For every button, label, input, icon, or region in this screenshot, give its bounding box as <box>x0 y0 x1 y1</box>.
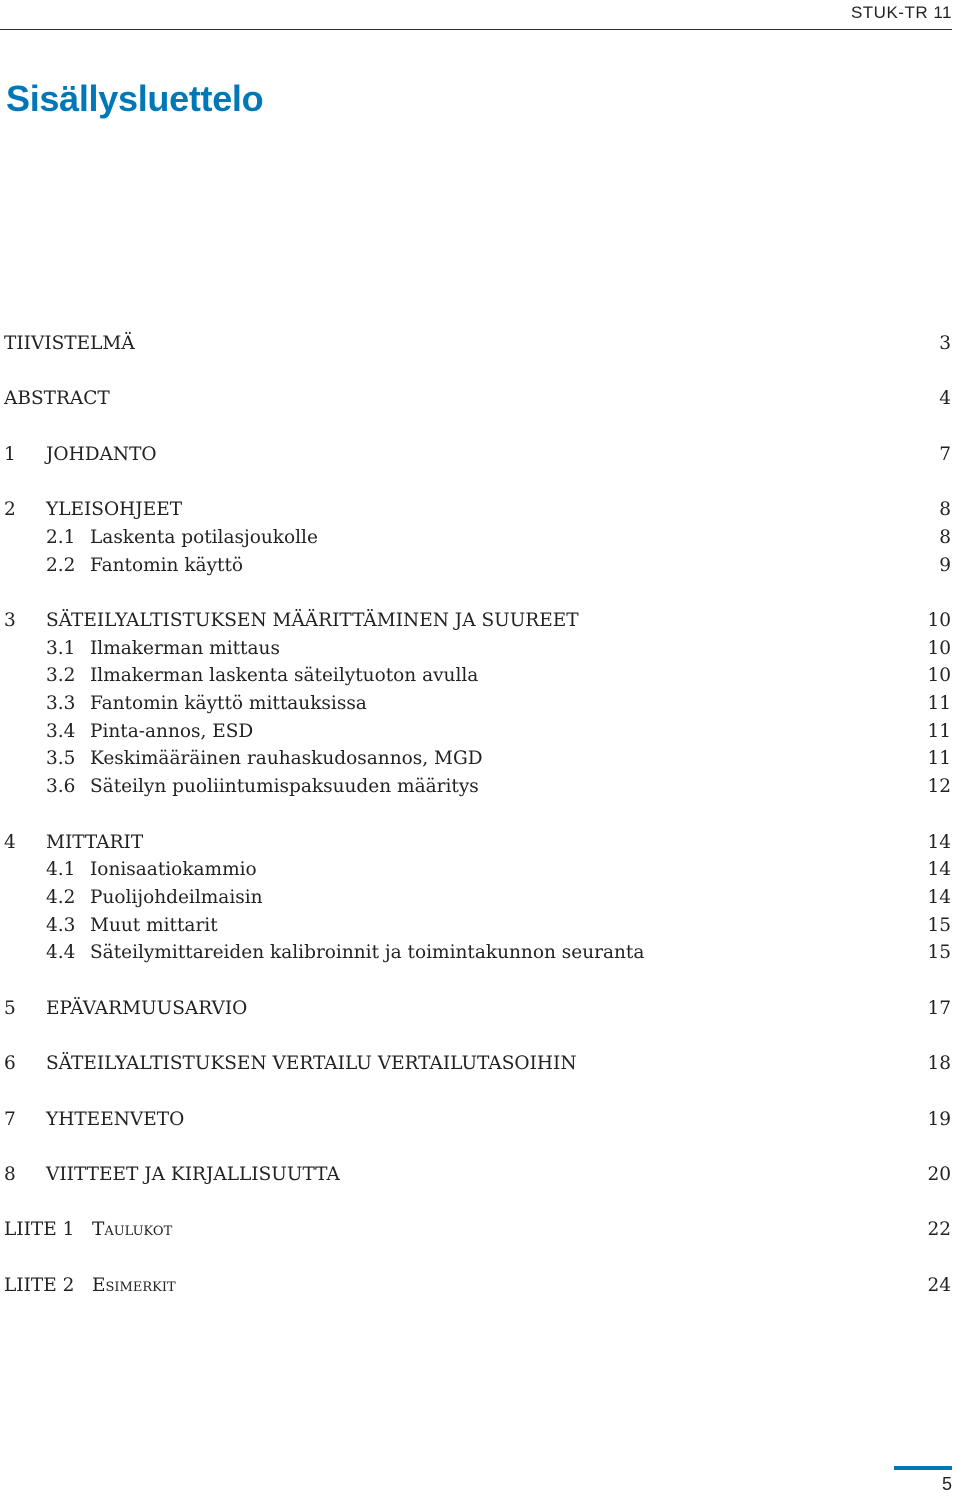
toc-number: 3.2 <box>46 665 76 687</box>
toc-row[interactable] <box>4 856 951 884</box>
toc-number: 6 <box>4 1053 16 1075</box>
toc-label: Esimerkit <box>92 1274 176 1296</box>
toc-number: 4.4 <box>46 942 76 964</box>
toc-chapter-1 <box>4 441 951 469</box>
toc-page: 15 <box>927 942 951 964</box>
toc-chapter-3 <box>4 607 951 801</box>
toc-row[interactable] <box>4 1161 951 1189</box>
toc-page: 20 <box>927 1163 951 1185</box>
toc-label: Laskenta potilasjoukolle <box>90 526 318 548</box>
toc-label: SÄTEILYALTISTUKSEN MÄÄRITTÄMINEN JA SUUREET <box>46 609 579 631</box>
toc-number: 2.1 <box>46 526 76 548</box>
toc-page: 17 <box>927 997 951 1019</box>
toc-number: 8 <box>4 1163 16 1185</box>
toc-number: 4.2 <box>46 886 76 908</box>
table-of-contents <box>4 330 951 1327</box>
toc-chapter-7 <box>4 1106 951 1134</box>
toc-row[interactable] <box>4 552 951 580</box>
toc-number: 3.1 <box>46 637 76 659</box>
toc-page: 14 <box>927 859 951 881</box>
toc-label: Keskimääräinen rauhaskudosannos, MGD <box>90 748 483 770</box>
toc-label: Muut mittarit <box>90 914 218 936</box>
toc-page: 18 <box>927 1053 951 1075</box>
toc-appendix-1 <box>4 1216 951 1244</box>
toc-page: 10 <box>927 665 951 687</box>
toc-row[interactable] <box>4 912 951 940</box>
toc-label: Ilmakerman mittaus <box>90 637 280 659</box>
toc-front-tiivistelma <box>4 330 951 358</box>
toc-page: 3 <box>939 333 951 354</box>
footer-rule <box>894 1466 952 1470</box>
toc-label: Säteilyn puoliintumispaksuuden määritys <box>90 776 479 798</box>
appendix-label: LIITE 2 <box>4 1274 75 1296</box>
report-code: STUK-TR 11 <box>850 3 952 22</box>
toc-label: VIITTEET JA KIRJALLISUUTTA <box>46 1163 340 1185</box>
toc-row[interactable] <box>4 690 951 718</box>
toc-label: Fantomin käyttö mittauksissa <box>90 693 367 715</box>
toc-row[interactable] <box>4 773 951 801</box>
toc-label: YHTEENVETO <box>46 1108 185 1130</box>
toc-label: Taulukot <box>92 1219 173 1241</box>
toc-label: Ilmakerman laskenta säteilytuoton avulla <box>90 665 479 687</box>
toc-row[interactable] <box>4 1216 951 1244</box>
toc-label: MITTARIT <box>46 831 144 853</box>
toc-page: 14 <box>927 831 951 853</box>
toc-number: 3.3 <box>46 693 76 715</box>
toc-label: Pinta-annos, ESD <box>90 720 254 742</box>
toc-page: 12 <box>927 776 951 798</box>
toc-row[interactable] <box>4 496 951 524</box>
toc-page: 8 <box>939 526 951 548</box>
toc-number: 3.5 <box>46 748 76 770</box>
toc-row[interactable] <box>4 441 951 469</box>
toc-row[interactable] <box>4 635 951 663</box>
toc-label: ABSTRACT <box>4 388 110 410</box>
toc-page: 10 <box>927 637 951 659</box>
page-number: 5 <box>941 1474 952 1494</box>
toc-row[interactable] <box>4 939 951 967</box>
toc-label: EPÄVARMUUSARVIO <box>46 997 248 1019</box>
toc-label: Fantomin käyttö <box>90 554 244 576</box>
toc-row[interactable] <box>4 884 951 912</box>
appendix-label: LIITE 1 <box>4 1219 75 1241</box>
toc-number: 2 <box>4 499 16 521</box>
toc-label: YLEISOHJEET <box>46 499 183 521</box>
toc-row[interactable] <box>4 662 951 690</box>
toc-label: SÄTEILYALTISTUKSEN VERTAILU VERTAILUTASOIHIN <box>46 1053 577 1075</box>
toc-row[interactable] <box>4 829 951 857</box>
toc-number: 4.3 <box>46 914 76 936</box>
toc-row[interactable] <box>4 385 951 413</box>
toc-number: 3.6 <box>46 776 76 798</box>
toc-row[interactable] <box>4 330 951 358</box>
toc-page: 15 <box>927 914 951 936</box>
toc-page: 11 <box>927 748 951 770</box>
toc-page: 22 <box>927 1219 951 1241</box>
toc-number: 7 <box>4 1108 16 1130</box>
toc-page: 14 <box>927 886 951 908</box>
toc-label: Säteilymittareiden kalibroinnit ja toimintakunnon seuranta <box>90 942 645 964</box>
toc-chapter-8 <box>4 1161 951 1189</box>
toc-page: 9 <box>939 554 951 576</box>
toc-label: JOHDANTO <box>46 443 157 465</box>
toc-chapter-5 <box>4 995 951 1023</box>
toc-page: 10 <box>927 609 951 631</box>
toc-number: 4 <box>4 831 16 853</box>
page-title: Sisällysluettelo <box>6 78 264 119</box>
toc-number: 2.2 <box>46 554 76 576</box>
header-rule <box>0 29 952 30</box>
toc-label: Ionisaatiokammio <box>90 859 257 881</box>
toc-front-abstract <box>4 385 951 413</box>
toc-page: 24 <box>927 1274 951 1296</box>
toc-label: Puolijohdeilmaisin <box>90 886 263 908</box>
toc-page: 19 <box>927 1108 951 1130</box>
toc-number: 1 <box>4 443 16 465</box>
toc-chapter-2 <box>4 496 951 579</box>
toc-row[interactable] <box>4 1050 951 1078</box>
toc-number: 4.1 <box>46 859 76 881</box>
toc-page: 11 <box>927 693 951 715</box>
toc-number: 3 <box>4 609 16 631</box>
toc-page: 4 <box>939 388 951 410</box>
toc-row[interactable] <box>4 607 951 635</box>
toc-page: 7 <box>939 443 951 465</box>
toc-row[interactable] <box>4 995 951 1023</box>
toc-page: 11 <box>927 720 951 742</box>
toc-row[interactable] <box>4 745 951 773</box>
toc-row[interactable] <box>4 718 951 746</box>
toc-row[interactable] <box>4 524 951 552</box>
toc-appendix-2 <box>4 1272 951 1300</box>
toc-page: 8 <box>939 499 951 521</box>
toc-chapter-6 <box>4 1050 951 1078</box>
toc-row[interactable] <box>4 1272 951 1300</box>
toc-number: 3.4 <box>46 720 76 742</box>
toc-number: 5 <box>4 997 16 1019</box>
toc-label: TIIVISTELMÄ <box>4 333 135 354</box>
toc-chapter-4 <box>4 829 951 968</box>
toc-row[interactable] <box>4 1106 951 1134</box>
